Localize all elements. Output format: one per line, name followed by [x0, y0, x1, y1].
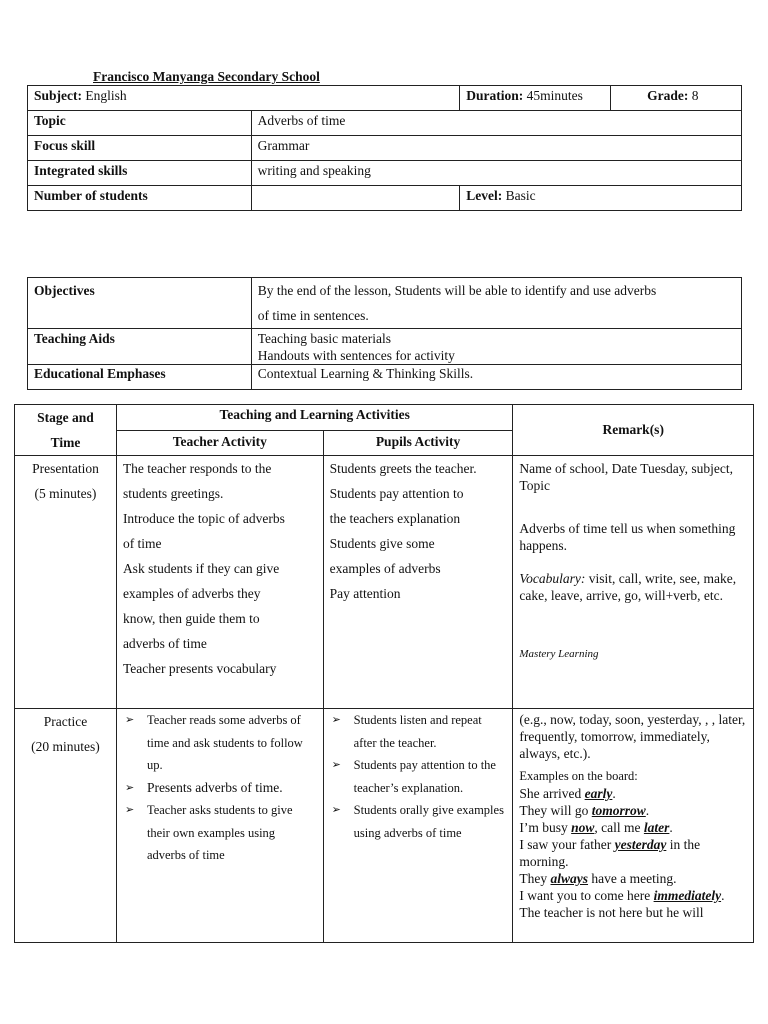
integrated-skills-value: writing and speaking: [251, 161, 741, 186]
example-sentence: [519, 870, 747, 887]
integrated-skills-label: Integrated skills: [28, 161, 252, 186]
teaching-aids-value: [251, 329, 741, 365]
example-text: They: [519, 871, 551, 886]
stage-time: (5 minutes): [34, 486, 97, 501]
pupils-bullet-list: [330, 709, 507, 844]
objectives-value: [251, 278, 741, 329]
objectives-line: of time in sentences.: [257, 308, 369, 323]
example-text: , call me: [594, 820, 644, 835]
mastery-note: Mastery Learning: [519, 648, 599, 660]
duration-label: Duration:: [466, 88, 524, 103]
topic-label: Topic: [28, 111, 252, 136]
activity-line: The teacher responds to the: [122, 461, 272, 476]
example-text: I’m busy: [519, 820, 572, 835]
focus-skill-value: Grammar: [251, 136, 741, 161]
activity-line: know, then guide them to: [122, 611, 260, 626]
table-row: [28, 186, 742, 211]
example-sentence: The teacher is not here but he will: [519, 905, 704, 920]
presentation-remarks: [513, 456, 754, 709]
table-row: [28, 161, 742, 186]
activity-line: examples of adverbs they: [122, 586, 261, 601]
presentation-teacher-activity: [116, 456, 323, 709]
teacher-bullet-list: [123, 709, 317, 867]
example-text: in the morning.: [519, 837, 701, 869]
activity-line: Ask students if they can give: [122, 561, 280, 576]
table-row: [28, 278, 742, 329]
school-name: Francisco Manyanga Secondary School: [93, 69, 320, 84]
activity-line: examples of adverbs: [329, 561, 441, 576]
example-text: .: [645, 803, 650, 818]
subject-label: Subject:: [34, 88, 82, 103]
lesson-info-table: [27, 85, 742, 211]
stage-name: Presentation: [32, 461, 99, 476]
examples-label: Examples on the board:: [519, 769, 638, 783]
example-text: I saw your father: [519, 837, 615, 852]
educational-emphases-value: Contextual Learning & Thinking Skills.: [251, 365, 741, 390]
presentation-stage: [15, 456, 117, 709]
activities-table: [14, 404, 754, 943]
activity-line: of time: [122, 536, 162, 551]
list-item: ➢ Teacher asks students to give their own examples using adverbs of time: [123, 799, 317, 867]
practice-stage: [15, 709, 117, 943]
teaching-aids-line: Handouts with sentences for activity: [257, 348, 455, 363]
teacher-activity-header: Teacher Activity: [116, 430, 323, 456]
example-text: .: [612, 786, 616, 801]
remark-text: (e.g., now, today, soon, yesterday, , , later, frequently, tomorrow, immediately, always, etc.).: [519, 712, 746, 761]
example-sentence: [519, 785, 747, 802]
list-item: ➢ Students listen and repeat after the teacher.: [330, 709, 507, 754]
remark-text: Name of school, Date Tuesday, subject, Topic: [519, 461, 733, 493]
example-text: They will go: [519, 803, 592, 818]
activity-line: Students greets the teacher.: [329, 461, 477, 476]
list-item: ➢ Presents adverbs of time.: [123, 777, 317, 800]
vocabulary-remark: [519, 570, 747, 604]
table-row: [28, 86, 742, 111]
example-adverb: early: [584, 786, 613, 801]
objectives-label: Objectives: [28, 278, 252, 329]
table-row: [28, 365, 742, 390]
teaching-aids-line: Teaching basic materials: [257, 331, 391, 346]
remarks-header: Remark(s): [513, 405, 754, 456]
duration-value: 45minutes: [526, 88, 583, 103]
table-row: [15, 709, 754, 943]
activity-line: adverbs of time: [122, 636, 207, 651]
example-adverb: yesterday: [614, 837, 667, 852]
activity-line: Students give some: [329, 536, 435, 551]
activity-line: Teacher presents vocabulary: [122, 661, 277, 676]
stage-time-header: [15, 405, 117, 456]
teaching-aids-label: Teaching Aids: [28, 329, 252, 365]
number-of-students-label: Number of students: [28, 186, 252, 211]
presentation-pupils-activity: [323, 456, 513, 709]
list-item: ➢ Students pay attention to the teacher’s explanation.: [330, 754, 507, 799]
grade-label: Grade:: [647, 88, 689, 103]
practice-pupils-activity: [323, 709, 513, 943]
pupils-activity-header: Pupils Activity: [323, 430, 513, 456]
table-row: [28, 136, 742, 161]
topic-value: Adverbs of time: [251, 111, 741, 136]
number-of-students-value: [251, 186, 460, 211]
example-sentence: [519, 836, 747, 870]
example-adverb: now: [571, 820, 595, 835]
objectives-line: By the end of the lesson, Students will be able to identify and use adverbs: [257, 283, 657, 298]
table-row: [28, 329, 742, 365]
activity-line: the teachers explanation: [329, 511, 461, 526]
subject-value: English: [85, 88, 127, 103]
example-sentence: [519, 819, 747, 836]
example-text: .: [669, 820, 673, 835]
remark-text: Adverbs of time tell us when something happens.: [519, 521, 736, 553]
example-text: .: [721, 888, 725, 903]
example-text: I want you to come here: [519, 888, 654, 903]
example-adverb: later: [643, 820, 670, 835]
activity-line: students greetings.: [122, 486, 224, 501]
activity-line: Introduce the topic of adverbs: [122, 511, 285, 526]
table-row: [28, 111, 742, 136]
activity-line: Students pay attention to: [329, 486, 464, 501]
grade-value: 8: [691, 88, 699, 103]
focus-skill-label: Focus skill: [28, 136, 252, 161]
level-label: Level:: [466, 188, 503, 203]
list-item: ➢ Students orally give examples using adverbs of time: [330, 799, 507, 844]
practice-remarks: [513, 709, 754, 943]
example-text: She arrived: [519, 786, 585, 801]
time-header: Time: [50, 435, 81, 450]
tla-header: Teaching and Learning Activities: [116, 405, 512, 431]
vocabulary-words: visit, call, write, see, make, cake, leave, arrive, go, will+verb, etc.: [519, 571, 737, 603]
activity-line: Pay attention: [329, 586, 401, 601]
example-adverb: always: [550, 871, 589, 886]
educational-emphases-label: Educational Emphases: [28, 365, 252, 390]
example-sentence: [519, 887, 747, 904]
example-sentence: [519, 802, 747, 819]
subject-cell: [28, 86, 460, 111]
practice-teacher-activity: [116, 709, 323, 943]
level-cell: [460, 186, 742, 211]
stage-name: Practice: [43, 714, 88, 729]
vocabulary-label: Vocabulary:: [519, 571, 586, 586]
duration-cell: [460, 86, 611, 111]
level-value: Basic: [505, 188, 536, 203]
list-item: ➢ Teacher reads some adverbs of time and ask students to follow up.: [123, 709, 317, 777]
stage-time: (20 minutes): [31, 739, 100, 754]
example-text: have a meeting.: [588, 871, 677, 886]
grade-cell: [611, 86, 742, 111]
stage-header: Stage and: [37, 410, 94, 425]
example-adverb: immediately: [653, 888, 722, 903]
table-row: [15, 456, 754, 709]
example-adverb: tomorrow: [591, 803, 646, 818]
table-row: [15, 405, 754, 431]
objectives-table: [27, 277, 742, 390]
